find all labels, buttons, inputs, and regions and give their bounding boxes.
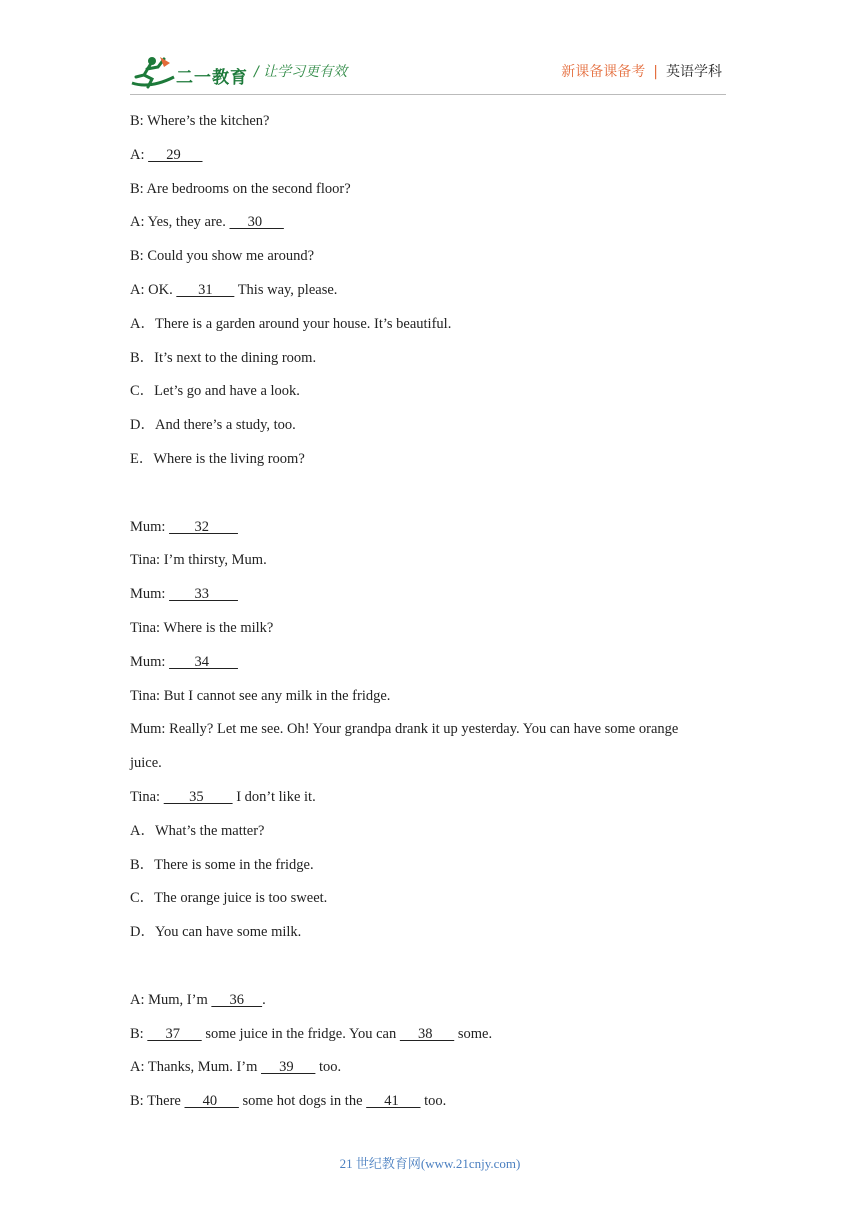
dialog-line: B: Could you show me around? — [130, 248, 315, 265]
dialog-line: Tina: Where is the milk? — [130, 619, 274, 636]
option-item: E．Where is the living room? — [130, 450, 305, 467]
page-footer: 21 世纪教育网(www.21cnjy.com) — [339, 1156, 521, 1171]
answer-blank: 35 — [163, 788, 233, 805]
speaker-text: Mum: — [130, 653, 170, 670]
dialog-line: juice. — [130, 755, 162, 772]
spacer — [130, 477, 730, 511]
header-divider — [130, 94, 726, 95]
answer-blank: 34 — [169, 653, 238, 670]
dialog-line: B: Where’s the kitchen? — [130, 113, 270, 129]
header-separator: | — [653, 64, 658, 80]
spacer — [130, 950, 730, 984]
speaker-text: A: Mum, I’m — [130, 991, 212, 1008]
speaker-text: Mum: — [130, 518, 170, 535]
option-item: D．You can have some milk. — [130, 924, 302, 941]
dialog-line — [130, 646, 730, 680]
option-item: C．Let’s go and have a look. — [130, 383, 300, 400]
answer-blank: 41 — [366, 1093, 421, 1110]
speaker-text: A: Yes, they are. — [130, 214, 230, 231]
line-text: some hot dogs in the — [238, 1093, 367, 1110]
dialog-line — [130, 578, 730, 612]
answer-blank: 33 — [169, 586, 238, 603]
dialog-line — [130, 511, 730, 545]
header-right — [561, 61, 722, 81]
dialog-line — [130, 274, 730, 308]
answer-blank: 30 — [229, 214, 284, 231]
answer-blank: 37 — [147, 1025, 202, 1042]
document-body — [130, 105, 730, 1119]
subject-label: 英语学科 — [666, 64, 722, 80]
speaker-text: B: There — [130, 1093, 185, 1110]
answer-blank: 29 — [148, 146, 203, 163]
logo-text: 二一教育 — [176, 68, 248, 88]
option-item: A．There is a garden around your house. It’s beautiful. — [130, 315, 452, 332]
line-text: I don’t like it. — [232, 788, 316, 805]
line-text: some juice in the fridge. You can — [201, 1025, 400, 1042]
dialog-line — [130, 206, 730, 240]
speaker-text: A: Thanks, Mum. I’m — [130, 1059, 262, 1076]
dialog-line — [130, 139, 730, 173]
speaker-text: Tina: — [130, 788, 164, 805]
answer-blank: 38 — [399, 1025, 455, 1042]
speaker-text: Mum: — [130, 586, 170, 603]
option-item: B．It’s next to the dining room. — [130, 349, 317, 366]
dialog-line: Mum: Really? Let me see. Oh! Your grandpa drank it up yesterday. You can have some orange — [130, 721, 679, 738]
line-text: too. — [315, 1059, 342, 1076]
dialog-line: Tina: I’m thirsty, Mum. — [130, 552, 267, 569]
answer-blank: 39 — [261, 1059, 316, 1076]
line-text: some. — [454, 1025, 493, 1042]
dialog-line — [130, 984, 730, 1018]
page-header — [0, 0, 860, 100]
answer-blank: 40 — [184, 1093, 239, 1110]
speaker-text: A: — [130, 146, 149, 163]
option-item: D．And there’s a study, too. — [130, 417, 296, 434]
line-text: This way, please. — [234, 281, 338, 298]
dialog-line: B: Are bedrooms on the second floor? — [130, 180, 351, 197]
answer-blank: 32 — [169, 518, 238, 535]
answer-blank: 36 — [211, 991, 263, 1008]
dialog-line — [130, 781, 730, 815]
speaker-text: B: — [130, 1025, 148, 1042]
option-item: C．The orange juice is too sweet. — [130, 890, 328, 907]
header-label: 新课备课备考 — [561, 64, 646, 80]
option-item: B．There is some in the fridge. — [130, 856, 314, 873]
dialog-line — [130, 1085, 730, 1119]
slogan: / 让学习更有效 — [254, 64, 348, 80]
speaker-text: A: OK. — [130, 281, 177, 298]
answer-blank: 31 — [176, 281, 235, 298]
line-text: . — [262, 991, 266, 1008]
line-text: too. — [420, 1093, 447, 1110]
dialog-line — [130, 1051, 730, 1085]
dialog-line — [130, 1018, 730, 1052]
option-item: A．What’s the matter? — [130, 822, 265, 839]
dialog-line: Tina: But I cannot see any milk in the fridge. — [130, 687, 391, 704]
